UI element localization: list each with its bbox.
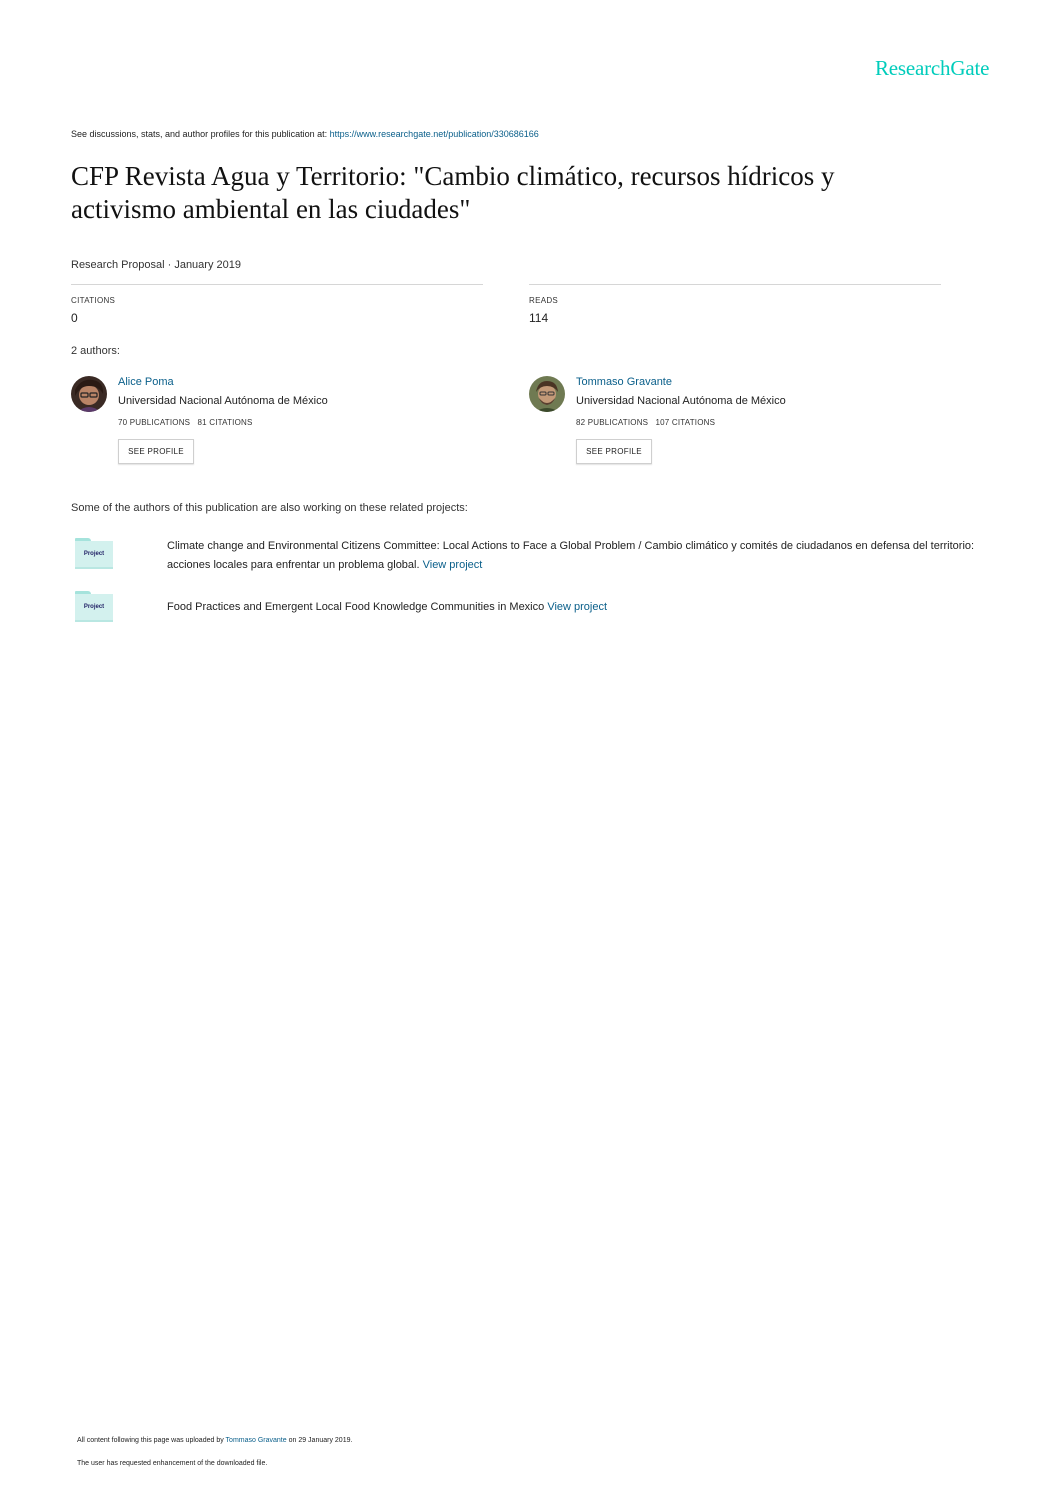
project-title-line-2: acciones locales para enfrentar un problema global. [167, 559, 420, 571]
authors-label: 2 authors: [71, 345, 120, 357]
project-title-line-1: Climate change and Environmental Citizens Committee: Local Actions to Face a Global Problem / Cambio climático y comités de ciudadanos en defensa del territorio: [167, 540, 975, 552]
project-icon-label: Project [75, 594, 113, 622]
author-publications-count: 82 PUBLICATIONS [576, 418, 649, 427]
avatar-alice-poma[interactable] [71, 376, 107, 412]
avatar-tommaso-gravante[interactable] [529, 376, 565, 412]
author-institution: Universidad Nacional Autónoma de México [118, 395, 328, 407]
title-line-1: CFP Revista Agua y Territorio: "Cambio climático, recursos hídricos y [71, 161, 835, 191]
citations-value: 0 [71, 311, 78, 325]
publication-url-link[interactable]: https://www.researchgate.net/publication/330686166 [329, 129, 539, 139]
avatar-photo-icon [529, 376, 565, 412]
enhancement-note: The user has requested enhancement of the downloaded file. [77, 1460, 268, 1467]
title-line-2: activismo ambiental en las ciudades" [71, 194, 471, 224]
author-citations-count: 107 CITATIONS [655, 418, 716, 427]
researchgate-logo[interactable]: ResearchGate [875, 56, 990, 80]
related-projects-label: Some of the authors of this publication are also working on these related projects: [71, 502, 468, 514]
project-icon-label: Project [75, 541, 113, 569]
see-discussions-line [71, 129, 539, 139]
author-citations-count: 81 CITATIONS [197, 418, 253, 427]
author-name-alice-poma[interactable]: Alice Poma [118, 376, 174, 388]
project-item [167, 598, 997, 617]
author-stats [118, 418, 253, 427]
author-publications-count: 70 PUBLICATIONS [118, 418, 191, 427]
project-item [167, 537, 997, 575]
author-name-tommaso-gravante[interactable]: Tommaso Gravante [576, 376, 672, 388]
divider-right [529, 284, 941, 285]
project-folder-icon [75, 591, 113, 622]
uploader-link[interactable]: Tommaso Gravante [225, 1437, 287, 1444]
avatar-photo-icon [71, 376, 107, 412]
reads-label: READS [529, 296, 559, 305]
citations-label: CITATIONS [71, 296, 116, 305]
project-folder-icon [75, 538, 113, 569]
see-profile-button[interactable]: SEE PROFILE [118, 439, 194, 464]
view-project-link[interactable]: View project [422, 559, 483, 571]
divider-left [71, 284, 483, 285]
view-project-link[interactable]: View project [547, 601, 608, 613]
author-institution: Universidad Nacional Autónoma de México [576, 395, 786, 407]
see-profile-button[interactable]: SEE PROFILE [576, 439, 652, 464]
project-title: Food Practices and Emergent Local Food Knowledge Communities in Mexico [167, 601, 545, 613]
upload-prefix: All content following this page was uploaded by [77, 1437, 224, 1444]
reads-value: 114 [529, 311, 549, 325]
publication-meta: Research Proposal · January 2019 [71, 259, 241, 271]
see-discussions-text: See discussions, stats, and author profiles for this publication at: [71, 129, 328, 139]
author-stats [576, 418, 715, 427]
upload-note [77, 1437, 352, 1444]
upload-suffix: on 29 January 2019. [288, 1437, 353, 1444]
publication-title [71, 160, 971, 226]
